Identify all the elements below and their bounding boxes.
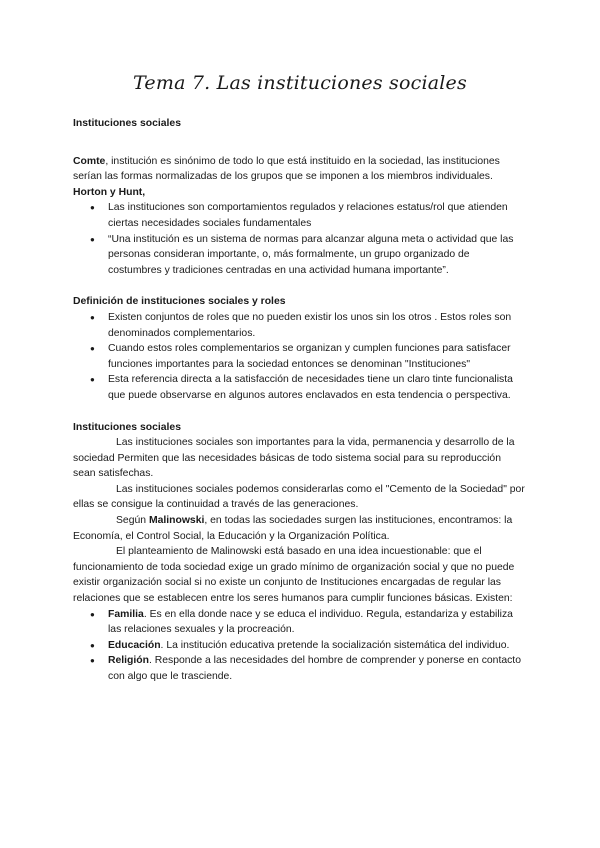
horton-hunt-list (73, 200, 525, 278)
desc-familia: . Es en ella donde nace y se educa el individuo. Regula, estandariza y estabiliza las relaciones sexuales y la procreación. (108, 608, 513, 636)
comte-text: , institución es sinónimo de todo lo que está instituido en la sociedad, las instituciones serían las formas normalizadas de los grupos que se imponen a los miembros individuales. (73, 155, 500, 183)
document-title: Tema 7. Las instituciones sociales (133, 72, 467, 94)
horton-hunt-heading: Horton y Hunt, (73, 186, 146, 198)
paragraph-importancia: Las instituciones sociales son importantes para la vida, permanencia y desarrollo de la sociedad Permiten que las necesidades básicas de todo sistema social para su reproducción sean satisfechas. (73, 437, 515, 480)
desc-religion: . Responde a las necesidades del hombre de comprender y ponerse en contacto con algo que le trasciende. (108, 655, 521, 682)
malinowski-name: Malinowski (148, 515, 205, 527)
list-item: ● Existen conjuntos de roles que no pueden existir los unos sin los otros . Estos roles son denominados complementarios. (73, 310, 525, 341)
section-heading-instituciones-2: Instituciones sociales (73, 421, 181, 433)
section-heading-instituciones: Instituciones sociales (73, 118, 181, 129)
document-body (73, 116, 525, 685)
malinowski-post: , en todas las sociedades surgen las instituciones, encontramos: la Economía, el Control Social, la Educación y la Organización Política. (73, 515, 513, 542)
comte-name: Comte (73, 155, 106, 167)
paragraph-cemento: Las instituciones sociales podemos considerarlas como el "Cemento de la Sociedad" por ellas se consigue la continuidad a través de las generaciones. (73, 483, 525, 511)
list-item: ● Las instituciones son comportamientos regulados y relaciones estatus/rol que atienden ciertas necesidades sociales fundamentales (73, 200, 525, 231)
list-item (73, 607, 525, 638)
malinowski-pre: Según (116, 515, 149, 527)
desc-educacion: . La institución educativa pretende la socialización sistemática del individuo. (160, 639, 510, 651)
paragraph-malinowski (73, 513, 525, 544)
list-item: ● “Una institución es un sistema de normas para alcanzar alguna meta o actividad que las personas consideran importante, o, más formalmente, un grupo organizado de costumbres y tradiciones centradas en una actividad humana importante”. (73, 232, 525, 279)
term-educacion: Educación (108, 639, 161, 651)
section-heading-definicion: Definición de instituciones sociales y roles (73, 296, 286, 308)
list-item: ● Cuando estos roles complementarios se organizan y cumplen funciones para satisfacer funciones importantes para la sociedad entonces se denominan "Instituciones" (73, 341, 525, 372)
list-item (73, 653, 525, 684)
list-item: ● Esta referencia directa a la satisfacción de necesidades tiene un claro tinte funcionalista que puede observarse en algunos autores enclavados en esta tendencia o perspectiva. (73, 372, 525, 403)
term-religion: Religión (108, 655, 149, 667)
comte-paragraph (73, 154, 525, 185)
definicion-list (73, 310, 525, 404)
paragraph-planteamiento: El planteamiento de Malinowski está basado en una idea incuestionable: que el funcionamiento de toda sociedad exige un grado mínimo de organización social y que no puede existir organización social si no existe un conjunto de Instituciones encargadas de regular las relaciones que se establecen entre los seres humanos para cumplir funciones básicas. Existen: (73, 546, 515, 605)
term-familia: Familia (108, 608, 144, 620)
instituciones-list (73, 607, 525, 685)
list-item (73, 638, 525, 654)
